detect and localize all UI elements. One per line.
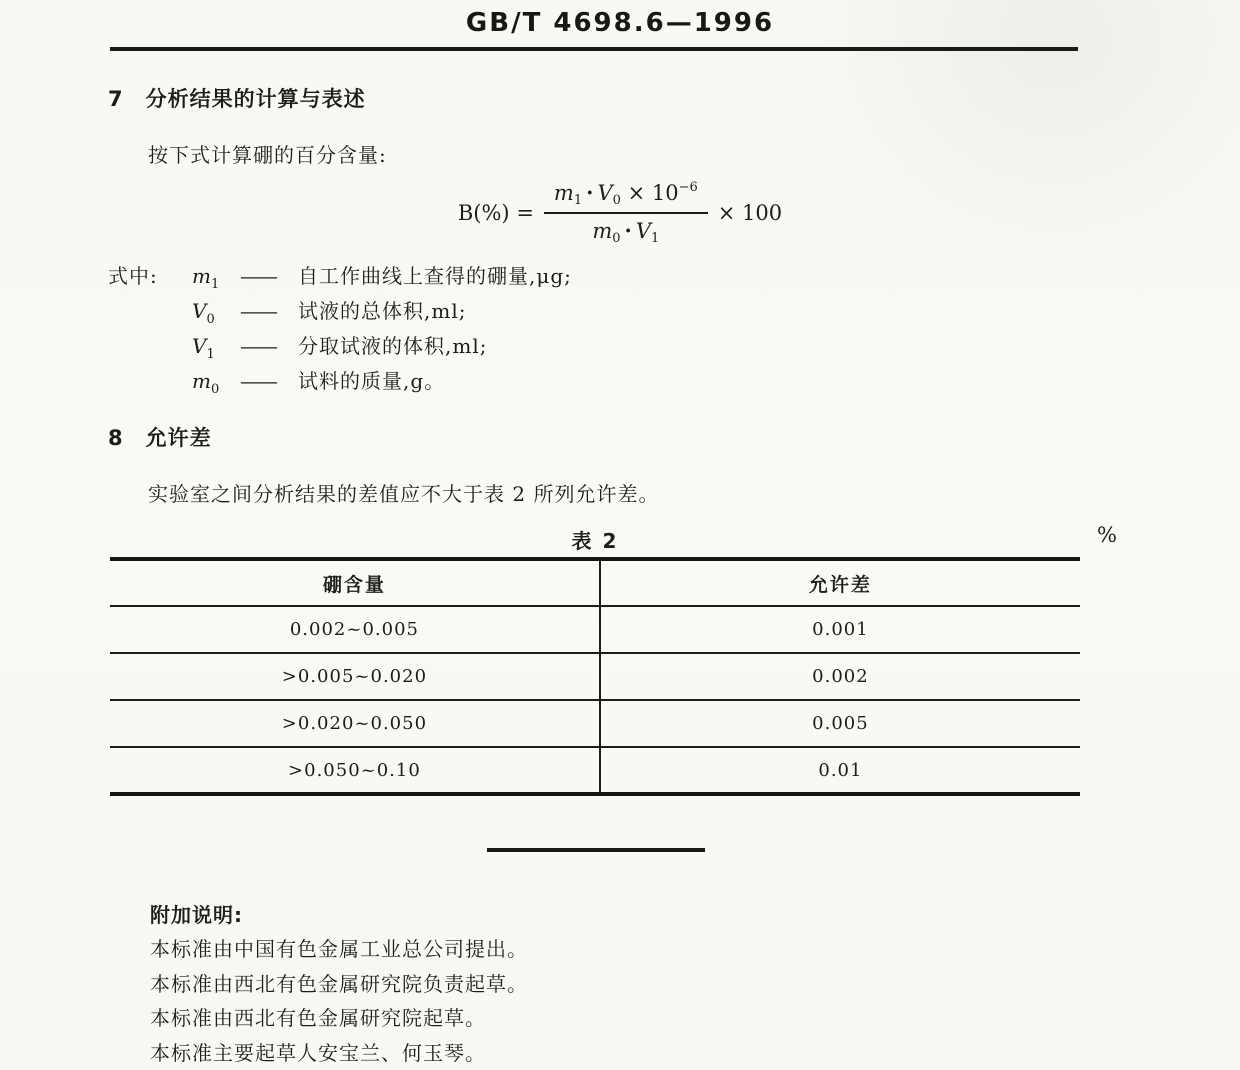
- definition-dash: ——: [240, 264, 298, 288]
- definition-dash: ——: [240, 369, 298, 393]
- cell-boron-range: >0.005~0.020: [110, 653, 600, 700]
- section-8-heading: [108, 422, 1240, 452]
- symbol-letter: m: [192, 369, 211, 393]
- dot-operator: ·: [582, 180, 597, 205]
- cell-boron-range: >0.050~0.10: [110, 747, 600, 794]
- dot-operator: ·: [621, 218, 636, 243]
- formula-lhs: [458, 201, 534, 225]
- cell-tolerance-value: 0.001: [600, 606, 1080, 653]
- additional-notes: [150, 898, 1240, 1070]
- var-m0-sub: 0: [612, 231, 620, 246]
- definition-dash: ——: [240, 334, 298, 358]
- notes-title: 附加说明:: [150, 898, 1240, 932]
- note-line: 本标准由西北有色金属研究院起草。: [150, 1001, 1240, 1036]
- formula-row: [0, 180, 1240, 246]
- variable-definition-row: [108, 365, 1240, 400]
- where-label: 式中:: [108, 260, 192, 289]
- formula-denominator: [544, 214, 708, 246]
- cell-tolerance-value: 0.01: [600, 747, 1080, 794]
- note-line: 本标准由中国有色金属工业总公司提出。: [150, 932, 1240, 967]
- var-m1-sub: 1: [574, 193, 582, 208]
- times-sign: ×: [718, 201, 736, 225]
- var-m0: m: [592, 219, 612, 243]
- variable-symbol: [192, 334, 240, 362]
- formula-fraction: [544, 180, 708, 246]
- var-m1: m: [554, 181, 574, 205]
- boron-percentage-formula: [458, 180, 782, 246]
- section-7-title: 分析结果的计算与表述: [146, 87, 366, 111]
- cell-tolerance-value: 0.002: [600, 653, 1080, 700]
- table-row: [110, 700, 1080, 747]
- tolerance-paragraph: 实验室之间分析结果的差值应不大于表 2 所列允许差。: [148, 478, 1130, 507]
- definition-dash: ——: [240, 299, 298, 323]
- table-row: [110, 606, 1080, 653]
- table-caption-row: [110, 525, 1080, 553]
- formula-result-symbol: B(%): [458, 201, 510, 225]
- var-v1: V: [636, 219, 651, 243]
- symbol-sub: 0: [206, 312, 214, 327]
- end-of-text-divider: [487, 848, 705, 852]
- symbol-sub: 1: [211, 277, 219, 292]
- variable-symbol: [192, 369, 240, 397]
- header-rule: [110, 47, 1078, 51]
- standard-number-header: GB/T 4698.6—1996: [0, 0, 1240, 38]
- variable-definitions: [108, 260, 1240, 400]
- variable-description: 自工作曲线上查得的硼量,μg;: [298, 260, 572, 289]
- table-header-row: [110, 559, 1080, 606]
- symbol-letter: m: [192, 264, 211, 288]
- var-v0-sub: 0: [613, 193, 621, 208]
- variable-definition-row: [108, 260, 1240, 295]
- symbol-letter: V: [192, 334, 206, 358]
- multiplier-value: 100: [742, 201, 782, 225]
- note-line: 本标准由西北有色金属研究院负责起草。: [150, 967, 1240, 1002]
- times-ten: × 10: [628, 181, 679, 205]
- formula-numerator: [544, 180, 708, 214]
- table-caption: 表 2: [110, 525, 1080, 554]
- section-8-number: 8: [108, 426, 124, 450]
- var-v0: V: [597, 181, 612, 205]
- var-v1-sub: 1: [651, 231, 659, 246]
- variable-symbol: [192, 264, 240, 292]
- cell-boron-range: 0.002~0.005: [110, 606, 600, 653]
- variable-description: 分取试液的体积,ml;: [298, 330, 487, 359]
- variable-description: 试液的总体积,ml;: [298, 295, 466, 324]
- table-row: [110, 653, 1080, 700]
- note-line: 本标准主要起草人安宝兰、何玉琴。: [150, 1036, 1240, 1070]
- symbol-sub: 1: [206, 347, 214, 362]
- variable-symbol: [192, 299, 240, 327]
- variable-description: 试料的质量,g。: [298, 365, 445, 394]
- cell-boron-range: >0.020~0.050: [110, 700, 600, 747]
- column-header-boron-content: 硼含量: [110, 559, 600, 606]
- section-7-heading: [108, 83, 1240, 113]
- cell-tolerance-value: 0.005: [600, 700, 1080, 747]
- symbol-sub: 0: [211, 382, 219, 397]
- exponent: −6: [679, 180, 698, 195]
- variable-definition-row: [108, 330, 1240, 365]
- column-header-tolerance: 允许差: [600, 559, 1080, 606]
- formula-multiplier: [718, 201, 782, 225]
- formula-equals: =: [516, 201, 534, 225]
- section-8-title: 允许差: [146, 426, 212, 450]
- tolerance-table: [110, 557, 1080, 796]
- symbol-letter: V: [192, 299, 206, 323]
- section-7-number: 7: [108, 87, 124, 111]
- formula-intro: 按下式计算硼的百分含量:: [148, 139, 1130, 168]
- variable-definition-row: [108, 295, 1240, 330]
- table-row: [110, 747, 1080, 794]
- table-unit: %: [1097, 523, 1117, 547]
